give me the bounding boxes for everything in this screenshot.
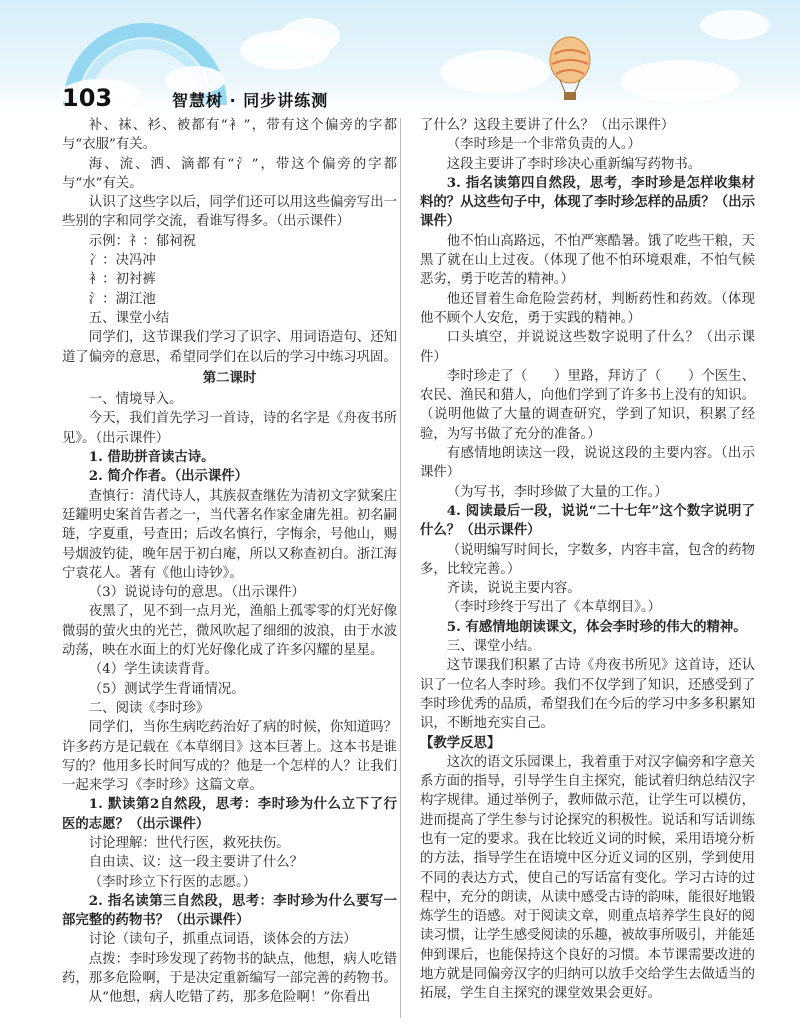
paragraph: 二、阅读《李时珍》 bbox=[88, 700, 210, 716]
paragraph: 讨论理解：世代行医，救死扶伤。 bbox=[88, 835, 290, 851]
cloud-decoration bbox=[700, 10, 770, 40]
paragraph: 补、袜、衫、被都有“衤”，带有这个偏旁的字都与“衣服”有关。 bbox=[62, 118, 397, 153]
cloud-decoration bbox=[440, 50, 550, 94]
paragraph: 夜黑了，见不到一点月光，渔船上孤零零的灯光好像微弱的萤火虫的光芒，微风吹起了细细的波浪，由于水波动荡，映在水面上的灯光好像化成了许多闪耀的星星。 bbox=[62, 604, 397, 659]
paragraph: 今天，我们首先学习一首诗，诗的名字是《舟夜书所见》。（出示课件） bbox=[62, 411, 397, 446]
paragraph: 氵：湖江池 bbox=[88, 291, 156, 307]
paragraph: 衤：初衬裤 bbox=[88, 272, 156, 288]
cloud-decoration bbox=[280, 18, 340, 54]
paragraph: 了什么？这段主要讲了什么？（出示课件） bbox=[420, 118, 675, 133]
paragraph: 5. 有感情地朗读课文，体会李时珍的伟大的精神。 bbox=[446, 618, 747, 635]
paragraph: 同学们，这节课我们学习了识字、用词语造句、还知道了偏旁的意思，希望同学们在以后的学习中练习巩固。 bbox=[62, 330, 397, 365]
paragraph: （3）说说诗句的意思。（出示课件） bbox=[88, 585, 305, 601]
paragraph: 三、课堂小结。 bbox=[446, 639, 541, 655]
paragraph: 1. 借助拼音读古诗。 bbox=[88, 449, 215, 466]
paragraph: 有感情地朗读这一段，说说这段的主要内容。（出示课件） bbox=[420, 446, 755, 481]
paragraph: 这次的语文乐园课上，我着重于对汉字偏旁和字意关系方面的指导，引导学生自主探究，能试着归纳总结汉字构字规律。通过举例子，教师做示范，让学生可以模仿，进而提高了学生参与讨论探究的积极性。说话和写话训练也有一定的要求。我在比较近义词的时候，采用语境分析的方法，指导学生在语境中区分近义词的区别，学到使用不同的表达方式，使自己的写话富有变化。学习古诗的过程中，充分的朗读，从读中感受古诗的韵味，能很好地锻炼学生的语感。对于阅读文章，则重点培养学生良好的阅读习惯，让学生感受阅读的乐趣，被故事所吸引，并能延伸到课后，也能保持这个良好的习惯。本节课需要改进的地方就是同偏旁汉字的归纳可以放手交给学生去做适当的拓展，学生自主探究的课堂效果会更好。 bbox=[420, 754, 755, 1002]
paragraph: 查慎行：清代诗人，其族叔查继佐为清初文字狱案庄廷鑨明史案首告者之一，当代著名作家金庸先祖。初名嗣琏，字夏重，号查田；后改名慎行，字悔余，号他山，赐号烟波钓徒，晚年居于初白庵，所以又称查初白。浙江海宁袁花人。著有《他山诗钞》。 bbox=[62, 488, 397, 581]
paragraph: 口头填空，并说说这些数字说明了什么？（出示课件） bbox=[420, 330, 755, 365]
paragraph: 冫：决冯冲 bbox=[88, 253, 156, 269]
section-label: 【教学反思】 bbox=[420, 734, 501, 751]
paragraph: （李时珍终于写出了《本草纲目》。） bbox=[446, 600, 662, 616]
paragraph: 3. 指名读第四自然段，思考，李时珍是怎样收集材料的？从这些句子中，体现了李时珍怎样的品质？（出示课件） bbox=[420, 174, 755, 230]
paragraph: 4. 阅读最后一段，说说“二十七年”这个数字说明了什么？（出示课件） bbox=[420, 502, 755, 539]
paragraph: 点拨：李时珍发现了药物书的缺点，他想，病人吃错药，那多危险啊，于是决定重新编写一部完善的药物书。 bbox=[62, 951, 397, 987]
paragraph: （5）测试学生背诵情况。 bbox=[88, 681, 245, 697]
paragraph: （4）学生读读背背。 bbox=[88, 662, 218, 678]
paragraph: （李时珍是一个非常负责的人。） bbox=[446, 137, 641, 153]
section-heading: 第二课时 bbox=[202, 369, 257, 386]
paragraph: 齐读，说说主要内容。 bbox=[446, 581, 581, 597]
paragraph: （李时珍立下行医的志愿。） bbox=[88, 874, 257, 890]
paragraph: 从“他想，病人吃错了药，那多危险啊！”你看出 bbox=[88, 990, 371, 1006]
paragraph: 一、情境导入。 bbox=[88, 392, 183, 408]
column-divider bbox=[400, 118, 401, 1018]
paragraph: 这段主要讲了李时珍决心重新编写药物书。 bbox=[446, 156, 702, 172]
paragraph: （说明编写时间长，字数多，内容丰富，包含的药物多，比较完善。） bbox=[420, 542, 755, 577]
paragraph: 这节课我们积累了古诗《舟夜书所见》这首诗，还认识了一位名人李时珍。我们不仅学到了知识，还感受到了李时珍优秀的品质，希望我们在今后的学习中多多积累知识，不断地充实自己。 bbox=[420, 658, 755, 732]
paragraph: 同学们，当你生病吃药治好了病的时候，你知道吗？许多药方是记载在《本草纲目》这本巨著上。这本书是谁写的？他用多长时间写成的？他是一个怎样的人？让我们一起来学习《李时珍》这篇文章。 bbox=[62, 720, 397, 794]
paragraph: 他不怕山高路远，不怕严寒酷暑。饿了吃些干粮，天黑了就在山上过夜。（体现了他不怕环境艰难，不怕气候恶劣，勇于吃苦的精神。） bbox=[420, 233, 755, 288]
paragraph: 李时珍走了（ ）里路，拜访了（ ）个医生、农民、渔民和猎人，向他们学到了许多书上没有的知识。（说明他做了大量的调查研究，学到了知识，积累了经验，为写书做了充分的准备。） bbox=[420, 368, 755, 442]
paragraph: 自由读、议：这一段主要讲了什么？ bbox=[88, 855, 304, 871]
cloud-decoration bbox=[620, 60, 740, 102]
paragraph: 他还冒着生命危险尝药材，判断药性和药效。（体现他不顾个人安危，勇于实践的精神。） bbox=[420, 291, 755, 326]
book-title: 智慧树 · 同步讲练测 bbox=[172, 91, 329, 110]
page-number: 103 bbox=[62, 84, 113, 112]
page-header bbox=[0, 0, 800, 112]
paragraph: 认识了这些字以后，同学们还可以用这些偏旁写出一些别的字和同学交流，看谁写得多。（出示课件） bbox=[62, 195, 397, 230]
paragraph: 讨论（读句子，抓重点词语，谈体会的方法） bbox=[88, 932, 357, 948]
paragraph: 2. 简介作者。（出示课件） bbox=[88, 468, 249, 485]
paragraph: 海、流、洒、滴都有“氵”，带这个偏旁的字都与“水”有关。 bbox=[62, 156, 397, 191]
left-column bbox=[62, 116, 397, 1008]
paragraph: （为写书，李时珍做了大量的工作。） bbox=[446, 484, 668, 500]
paragraph: 2. 指名读第三自然段，思考：李时珍为什么要写一部完整的药物书？（出示课件） bbox=[62, 892, 397, 929]
right-column bbox=[420, 116, 755, 1004]
paragraph: 五、课堂小结 bbox=[88, 310, 170, 326]
paragraph: 1. 默读第2自然段，思考：李时珍为什么立下了行医的志愿？（出示课件） bbox=[62, 796, 397, 832]
paragraph: 示例：礻：郁祠祝 bbox=[88, 233, 196, 249]
hot-air-balloon-icon bbox=[546, 36, 594, 102]
